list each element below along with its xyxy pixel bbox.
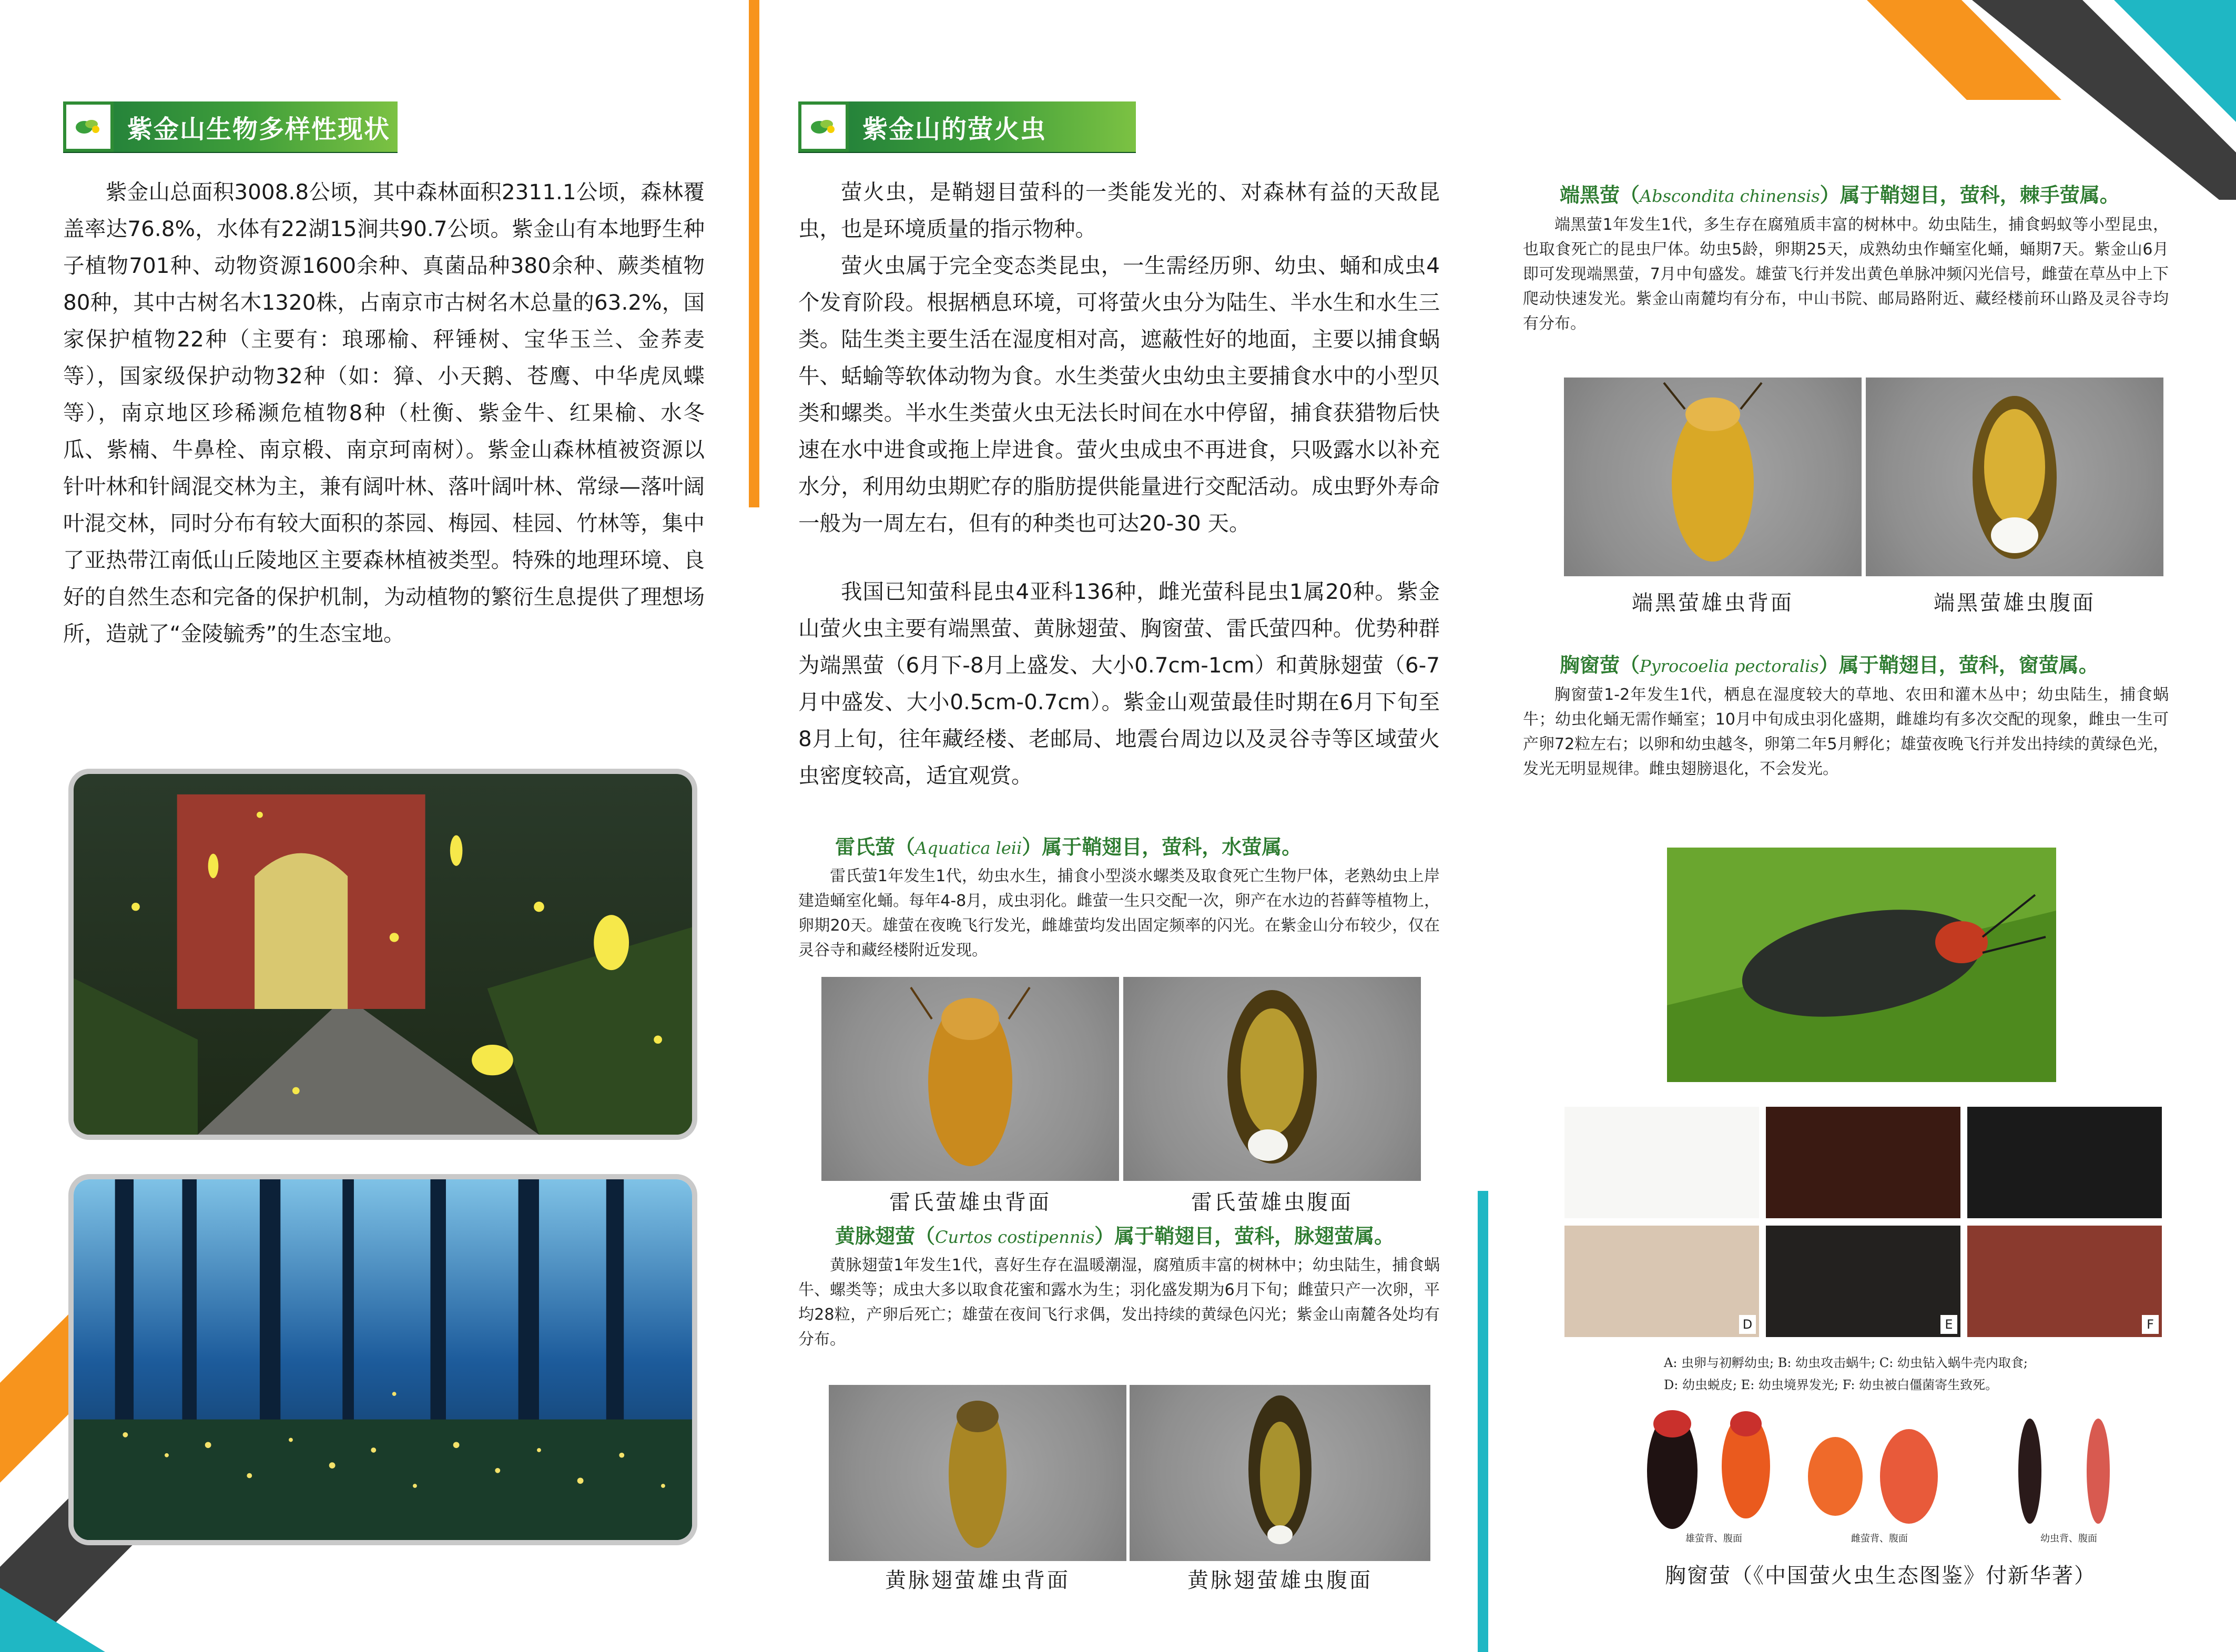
caption-huangmai-dorsal: 黄脉翅萤雄虫背面 (885, 1568, 1070, 1593)
species-body-leishi: 雷氏萤1年发生1代，幼虫水生，捕食小型淡水螺类及取食死亡生物尸体，老熟幼虫上岸建造蛹室化蛹。每年4-8月，成虫羽化。雌萤一生只交配一次，卵产在水边的苔藓等植物上，卵期20天。雄萤在夜晚飞行发光，雌雄萤均发出固定频率的闪光。在紫金山分布较少，仅在灵谷寺和藏经楼附近发现。 (798, 867, 1440, 960)
section-header-text: 紫金山的萤火虫 (862, 114, 1047, 144)
species-classification: 属于鞘翅目，萤科，窗萤属。 (1838, 654, 2099, 677)
section-header-text: 紫金山生物多样性现状 (127, 114, 391, 144)
photo-label-d: D (1739, 1315, 1756, 1334)
species-body-huangmai: 黄脉翅萤1年发生1代，喜好生存在温暖潮湿，腐殖质丰富的树林中；幼虫陆生，捕食蜗牛、螺类等；成虫大多以取食花蜜和露水为生；羽化盛发期为6月下旬；雌萤只产一次卵，平均28粒，产卵后死亡；雄萤在夜间飞行求偶，发出持续的黄绿色闪光；紫金山南麓各处均有分布。 (798, 1256, 1440, 1349)
species-latin: Pyrocoelia pectoralis (1640, 656, 1819, 676)
species-classification: 属于鞘翅目，萤科，棘手萤属。 (1839, 183, 2120, 207)
species-title-duanhei: 端黑萤（Abscondita chinensis）属于鞘翅目，萤科，棘手萤属。 (1560, 183, 2120, 207)
larva-grid-caption-line1: A: 虫卵与初孵幼虫; B: 幼虫攻击蜗牛; C: 幼虫钻入蜗牛壳内取食; (1664, 1355, 2028, 1370)
species-title-xiongchuang: 胸窗萤（Pyrocoelia pectoralis）属于鞘翅目，萤科，窗萤属。 (1560, 654, 2099, 677)
species-name: 胸窗萤 (1560, 654, 1620, 677)
leishi-dorsal-photo (821, 977, 1119, 1181)
firefly-logo-icon (798, 101, 849, 152)
species-name: 黄脉翅萤 (835, 1225, 916, 1248)
larva-photo-grid (1564, 1107, 2162, 1337)
photo-label-f: F (2142, 1315, 2159, 1334)
firefly-species-paragraph: 我国已知萤科昆虫4亚科136种，雌光萤科昆虫1属20种。紫金山萤火虫主要有端黑萤、黄脉翅萤、胸窗萤、雷氏萤四种。优势种群为端黑萤（6月下-8月上盛发、大小0.7cm-1cm）和黄脉翅萤（6-7月中盛发、大小0.5cm-0.7cm）。紫金山观萤最佳时期在6月下旬至8月上旬，往年藏经楼、老邮局、地震台周边以及灵谷寺等区域萤火虫密度较高，适宜观赏。 (798, 579, 1440, 788)
species-title-leishi: 雷氏萤（Aquatica leii）属于鞘翅目，萤科，水萤属。 (835, 835, 1302, 859)
xiongchuang-specimens (1604, 1403, 2130, 1545)
firefly-logo-icon (63, 101, 114, 152)
larva-photo-f (1967, 1226, 2162, 1337)
top-right-corner-decoration (1841, 0, 2236, 200)
huangmai-ventral-photo (1130, 1385, 1430, 1561)
firefly-intro-paragraph: 萤火虫，是鞘翅目萤科的一类能发光的、对森林有益的天敌昆虫，也是环境质量的指示物种。 (798, 179, 1440, 241)
huangmai-dorsal-photo (829, 1385, 1126, 1561)
species-title-huangmai: 黄脉翅萤（Curtos costipennis）属于鞘翅目，萤科，脉翅萤属。 (835, 1225, 1395, 1248)
species-classification: 属于鞘翅目，萤科，脉翅萤属。 (1114, 1225, 1395, 1248)
species-latin: Aquatica leii (915, 838, 1022, 858)
section-header-biodiversity (63, 101, 398, 152)
duanhei-dorsal-photo (1564, 378, 1862, 576)
caption-duanhei-ventral: 端黑萤雄虫腹面 (1934, 591, 2096, 615)
xiongchuang-source-caption: 胸窗萤（《中国萤火虫生态图鉴》付新华著） (1665, 1564, 2096, 1588)
larva-photo-e (1766, 1226, 1960, 1337)
larva-grid-caption-line2: D: 幼虫蜕皮; E: 幼虫境界发光; F: 幼虫被白僵菌寄生致死。 (1664, 1378, 1998, 1392)
caption-duanhei-dorsal: 端黑萤雄虫背面 (1632, 591, 1794, 615)
firefly-biology-paragraph: 萤火虫属于完全变态类昆虫，一生需经历卵、幼虫、蛹和成虫4个发育阶段。根据栖息环境，可将萤火虫分为陆生、半水生和水生三类。陆生类主要生活在湿度相对高，遮蔽性好的地面，主要以捕食蜗牛、蛞蝓等软体动物为食。水生类萤火虫幼虫主要捕食水中的小型贝类和螺类。半水生类萤火虫无法长时间在水中停留，捕食获猎物后快速在水中进食或拖上岸进食。萤火虫成虫不再进食，只吸露水以补充水分，利用幼虫期贮存的脂肪提供能量进行交配活动。成虫野外寿命一般为一周左右，但有的种类也可达20-30 天。 (798, 253, 1440, 536)
caption-leishi-ventral: 雷氏萤雄虫腹面 (1191, 1190, 1353, 1215)
species-name: 雷氏萤 (835, 835, 896, 859)
species-latin: Abscondita chinensis (1640, 186, 1820, 206)
specimen-label-larva: 幼虫背、腹面 (2040, 1533, 2097, 1544)
biodiversity-paragraph: 紫金山总面积3008.8公顷，其中森林面积2311.1公顷，森林覆盖率达76.8%，水体有22湖15涧共90.7公顷。紫金山有本地野生种子植物701种、动物资源1600余种、真菌品种380余种、蕨类植物80种，其中古树名木1320株，占南京市古树名木总量的63.2%，国家保护植物22种（主要有：琅琊榆、秤锤树、宝华玉兰、金荞麦等），国家级保护动物32种（如：獐、小天鹅、苍鹰、中华虎凤蝶等），南京地区珍稀濒危植物8种（杜衡、紫金牛、红果榆、水冬瓜、紫楠、牛鼻栓、南京椴、南京珂南树）。紫金山森林植被资源以针叶林和针阔混交林为主，兼有阔叶林、落叶阔叶林、常绿—落叶阔叶混交林，同时分布有较大面积的茶园、梅园、桂园、竹林等，集中了亚热带江南低山丘陵地区主要森林植被类型。特殊的地理环境、良好的自然生态和完备的保护机制，为动植物的繁衍生息提供了理想场所，造就了“金陵毓秀”的生态宝地。 (63, 179, 705, 646)
specimen-label-male: 雄萤背、腹面 (1685, 1533, 1742, 1544)
larva-photo-d (1564, 1226, 1759, 1337)
species-body-duanhei: 端黑萤1年发生1代，多生存在腐殖质丰富的树林中。幼虫陆生，捕食蚂蚁等小型昆虫，也取食死亡的昆虫尸体。幼虫5龄，卵期25天，成熟幼虫作蛹室化蛹，蛹期7天。紫金山6月即可发现端黑萤，7月中旬盛发。雄萤飞行并发出黄色单脉冲频闪光信号，雌萤在草丛中上下爬动快速发光。紫金山南麓均有分布，中山书院、邮局路附近、藏经楼前环山路及灵谷寺均有分布。 (1523, 216, 2169, 333)
caption-huangmai-ventral: 黄脉翅萤雄虫腹面 (1187, 1568, 1373, 1593)
orange-divider (749, 0, 759, 507)
blue-forest-firefly-photo (68, 1174, 697, 1545)
leishi-ventral-photo (1123, 977, 1421, 1181)
species-latin: Curtos costipennis (935, 1227, 1095, 1247)
section-header-fireflies (798, 101, 1136, 152)
larva-photo-a (1564, 1107, 1759, 1218)
photo-label-e: E (1940, 1315, 1957, 1334)
xiongchuang-adult-photo (1667, 848, 2056, 1082)
larva-photo-c (1967, 1107, 2162, 1218)
teal-divider (1478, 1191, 1488, 1652)
caption-leishi-dorsal: 雷氏萤雄虫背面 (889, 1190, 1051, 1215)
duanhei-ventral-photo (1866, 378, 2163, 576)
species-classification: 属于鞘翅目，萤科，水萤属。 (1042, 835, 1302, 859)
lantern-path-firefly-photo (68, 769, 697, 1140)
specimen-label-female: 雌萤背、腹面 (1851, 1533, 1908, 1544)
species-body-xiongchuang: 胸窗萤1-2年发生1代，栖息在湿度较大的草地、农田和灌木丛中；幼虫陆生，捕食蜗牛；幼虫化蛹无需作蛹室；10月中旬成虫羽化盛期，雌雄均有多次交配的现象，雌虫一生可产卵72粒左右；以卵和幼虫越冬，卵第二年5月孵化；雄萤夜晚飞行并发出持续的黄绿色光，发光无明显规律。雌虫翅膀退化，不会发光。 (1523, 686, 2169, 778)
species-name: 端黑萤 (1560, 183, 1620, 207)
larva-photo-b (1766, 1107, 1960, 1218)
